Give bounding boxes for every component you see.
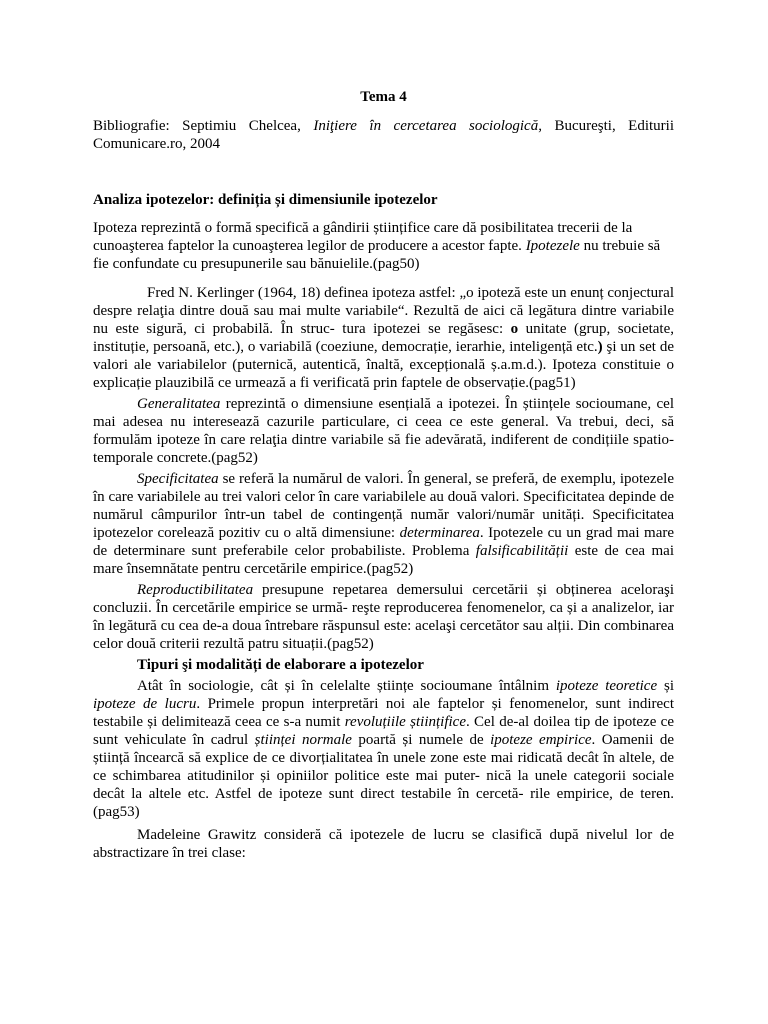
paragraph-generality: Generalitatea reprezintă o dimensiune esențială a ipotezei. În științele socioumane, cel mai adesea nu interesează cazurile particulare, ci ceea ce este general. Va trebui, deci, să formulăm ipoteze în care relaţia dintre variabile să fie adevărată, indiferent de condițiile spatio-temporale concrete.(pag52) xyxy=(93,396,674,466)
paragraph-reproducibility: Reproductibilitatea presupune repetarea demersului cercetării și obținerea aceloraşi concluzii. În cercetările empirice se urmă- reşte reproducerea fenomenelor, ca și a analizelor, iar în legătură cu cea de-a doua întrebare răspunsul este: acelaşi cercetător sau alții. Din combinarea celor două criterii rezultă patru situații.(pag52) xyxy=(93,582,674,652)
section-heading-types: Tipuri şi modalități de elaborare a ipotezelor xyxy=(137,657,424,673)
bibliography-author: Bibliografie: Septimiu Chelcea, xyxy=(93,118,314,134)
paragraph-specificity: Specificitatea se referă la numărul de valori. În general, se preferă, de exemplu, ipotezele în care variabilele au trei valori celor în care variabilele au două valori. Specificitatea depinde de numărul câmpurilor într-un tabel de contingență număr valori/număr unități. Specificitatea ipotezelor corelează pozitiv cu o altă dimensiune: determinarea. Ipotezele cu un grad mai mare de determinare sunt preferabile celor probabiliste. Problema falsificabilității este de cea mai mare însemnătate pentru cercetările empirice.(pag52) xyxy=(93,471,675,577)
section-heading-definition: Analiza ipotezelor: definiția și dimensiunile ipotezelor xyxy=(93,192,438,208)
paragraph-types: Atât în sociologie, cât și în celelalte științe socioumane întâlnim ipoteze teoretice și ipoteze de lucru. Primele propun interpretări noi ale faptelor și fenomenelor, sunt indirect testabile și delimitează ceea ce s-a numit revoluțiile științifice. Cel de-al doilea tip de ipoteze ce sunt vehiculate în cadrul științei normale poartă și numele de ipoteze empirice. Oamenii de știință încearcă să explice de ce divorțialitatea în unele zone este mai ridicată decât în altele, de ce schimbarea atitudinilor și opiniilor politice este mai puter- nică la unele categorii sociale decât la altele etc. Astfel de ipoteze sunt direct testabile în cercetă- rile empirice, de teren. (pag53) xyxy=(93,678,675,820)
document-page xyxy=(93,88,674,862)
paragraph-hypothesis-definition: Ipoteza reprezintă o formă specifică a gândirii științifice care dă posibilitatea trecerii de la cunoaşterea faptelor la cunoaşterea legilor de producere a acestor fapte. Ipotezele nu trebuie să fie confundate cu presupunerile sau bănuielile.(pag50) xyxy=(93,220,661,272)
paragraph-grawitz: Madeleine Grawitz consideră că ipotezele de lucru se clasifică după nivelul lor de abstractizare în trei clase: xyxy=(93,827,674,861)
bibliography xyxy=(93,117,674,153)
bibliography-publisher: , Bucureşti, Editurii Comunicare.ro, 2004 xyxy=(93,118,674,152)
paragraph-kerlinger: Fred N. Kerlinger (1964, 18) definea ipoteza astfel: „o ipoteză este un enunț conjectural despre relaţia dintre două sau mai multe variabile“. Rezultă de aici că legătura dintre variabile nu este sigură, ci probabilă. În struc- tura ipotezei se regăsesc: o unitate (grup, societate, instituție, persoană, etc.), o variabilă (coeziune, democrație, ierarhie, inteligență etc.) şi un set de valori ale variabilelor (puternică, autentică, înaltă, excepțională ș.a.m.d.). Ipoteza constituie o explicație plauzibilă ce urmează a fi verificată prin faptele de observație.(pag51) xyxy=(93,285,674,391)
bibliography-book-title: Iniţiere în cercetarea sociologică xyxy=(313,118,539,134)
page-title: Tema 4 xyxy=(360,89,407,105)
